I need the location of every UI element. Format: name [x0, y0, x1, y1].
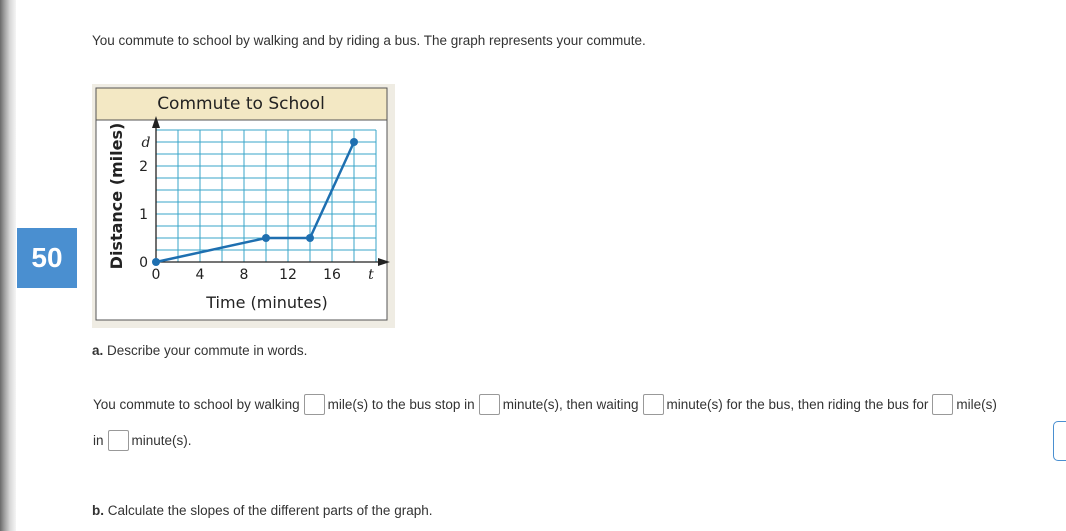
x-axis-label: Time (minutes): [206, 293, 328, 312]
walking-minutes-input[interactable]: [479, 394, 500, 415]
chart-title: Commute to School: [157, 94, 325, 114]
part-a-prompt: [92, 343, 307, 358]
question-number-badge: 50: [17, 228, 77, 288]
part-b-label: b.: [92, 503, 104, 518]
answer-text-6: in: [93, 433, 104, 449]
intro-text: You commute to school by walking and by riding a bus. The graph represents your commute.: [92, 33, 646, 48]
answer-line-2: [93, 431, 192, 452]
part-b-prompt: [92, 503, 432, 518]
walking-miles-input[interactable]: [304, 394, 325, 415]
part-b-text: Calculate the slopes of the different parts of the graph.: [107, 503, 433, 518]
chart-svg: [92, 84, 395, 328]
answer-text-3: minute(s), then waiting: [502, 397, 639, 413]
x-tick-label: 4: [195, 267, 205, 283]
y-axis-variable: d: [141, 135, 151, 151]
x-tick-label: 0: [151, 267, 161, 283]
data-point: [262, 234, 270, 242]
bus-miles-input[interactable]: [932, 394, 953, 415]
x-tick-label: 16: [323, 267, 341, 283]
bus-minutes-input[interactable]: [108, 430, 129, 451]
data-point: [306, 234, 314, 242]
answer-text-1: You commute to school by walking: [93, 397, 300, 413]
y-axis-label: Distance (miles): [107, 122, 126, 270]
answer-line-1: [93, 395, 997, 416]
answer-text-5: mile(s): [956, 397, 997, 413]
y-tick-label: 2: [139, 159, 148, 175]
answer-text-4: minute(s) for the bus, then riding the bus for: [666, 397, 929, 413]
answer-text-7: minute(s).: [131, 433, 192, 449]
commute-chart: [92, 84, 395, 328]
side-answer-box[interactable]: [1053, 421, 1066, 461]
part-a-text: Describe your commute in words.: [107, 343, 308, 358]
y-tick-label: 1: [139, 207, 148, 223]
x-tick-label: 8: [239, 267, 249, 283]
answer-text-2: mile(s) to the bus stop in: [327, 397, 475, 413]
waiting-minutes-input[interactable]: [643, 394, 664, 415]
left-edge-shadow: [0, 0, 16, 531]
y-tick-label: 0: [139, 255, 148, 271]
data-point: [152, 258, 160, 266]
x-tick-label: 12: [279, 267, 297, 283]
part-a-label: a.: [92, 343, 104, 358]
x-axis-variable: t: [368, 267, 374, 283]
data-point: [350, 138, 358, 146]
